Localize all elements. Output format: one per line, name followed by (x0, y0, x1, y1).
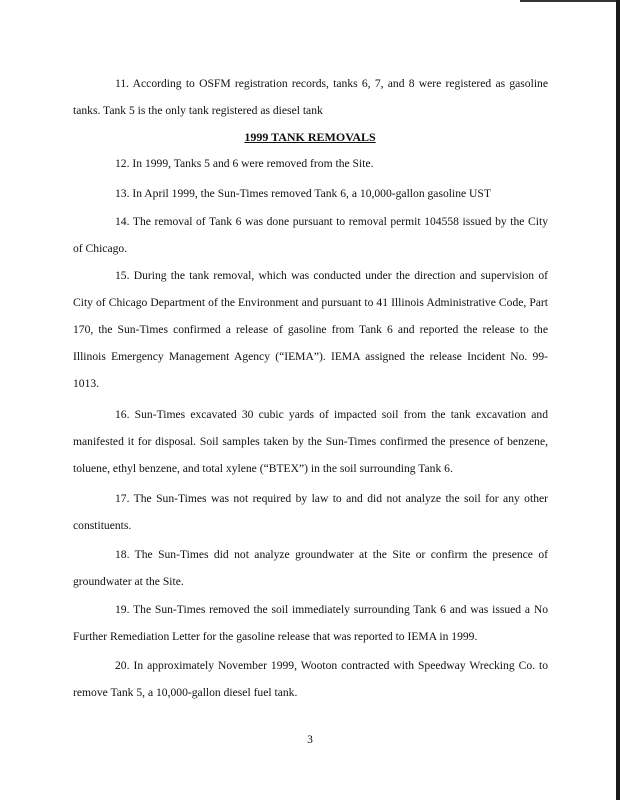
paragraph-18: 18. The Sun-Times did not analyze groundwater at the Site or confirm the presence of groundwater at the Site. (73, 548, 548, 588)
paragraph-16: 16. Sun-Times excavated 30 cubic yards of impacted soil from the tank excavation and manifested it for disposal. Soil samples taken by the Sun-Times confirmed the presence of benzene, toluene, ethyl benzene, and total xylene (“BTEX”) in the soil surrounding Tank 6. (73, 408, 548, 475)
paragraph-12: 12. In 1999, Tanks 5 and 6 were removed from the Site. (115, 157, 374, 170)
paragraph-17: 17. The Sun-Times was not required by law to and did not analyze the soil for any other constituents. (73, 492, 548, 532)
paragraph-20: 20. In approximately November 1999, Wooton contracted with Speedway Wrecking Co. to remove Tank 5, a 10,000-gallon diesel fuel tank. (73, 659, 548, 699)
page-number: 3 (307, 734, 313, 746)
paragraph-11: 11. According to OSFM registration records, tanks 6, 7, and 8 were registered as gasoline tanks. Tank 5 is the only tank registered as diesel tank (73, 77, 548, 117)
paragraph-13: 13. In April 1999, the Sun-Times removed Tank 6, a 10,000-gallon gasoline UST (115, 187, 491, 200)
paragraph-15: 15. During the tank removal, which was conducted under the direction and supervision of City of Chicago Department of the Environment and pursuant to 41 Illinois Administrative Code, Part 170, the Sun-Times confirmed a release of gasoline from Tank 6 and reported the release to the Illinois Emergency Management Agency (“IEMA”). IEMA assigned the release Incident No. 99-1013. (73, 269, 548, 390)
paragraph-19: 19. The Sun-Times removed the soil immediately surrounding Tank 6 and was issued a No Further Remediation Letter for the gasoline release that was reported to IEMA in 1999. (73, 603, 548, 643)
scan-edge-shadow (616, 0, 620, 800)
paragraph-14: 14. The removal of Tank 6 was done pursuant to removal permit 104558 issued by the City of Chicago. (73, 215, 548, 255)
section-heading: 1999 TANK REMOVALS (244, 130, 376, 144)
scan-header-mark (520, 0, 616, 2)
